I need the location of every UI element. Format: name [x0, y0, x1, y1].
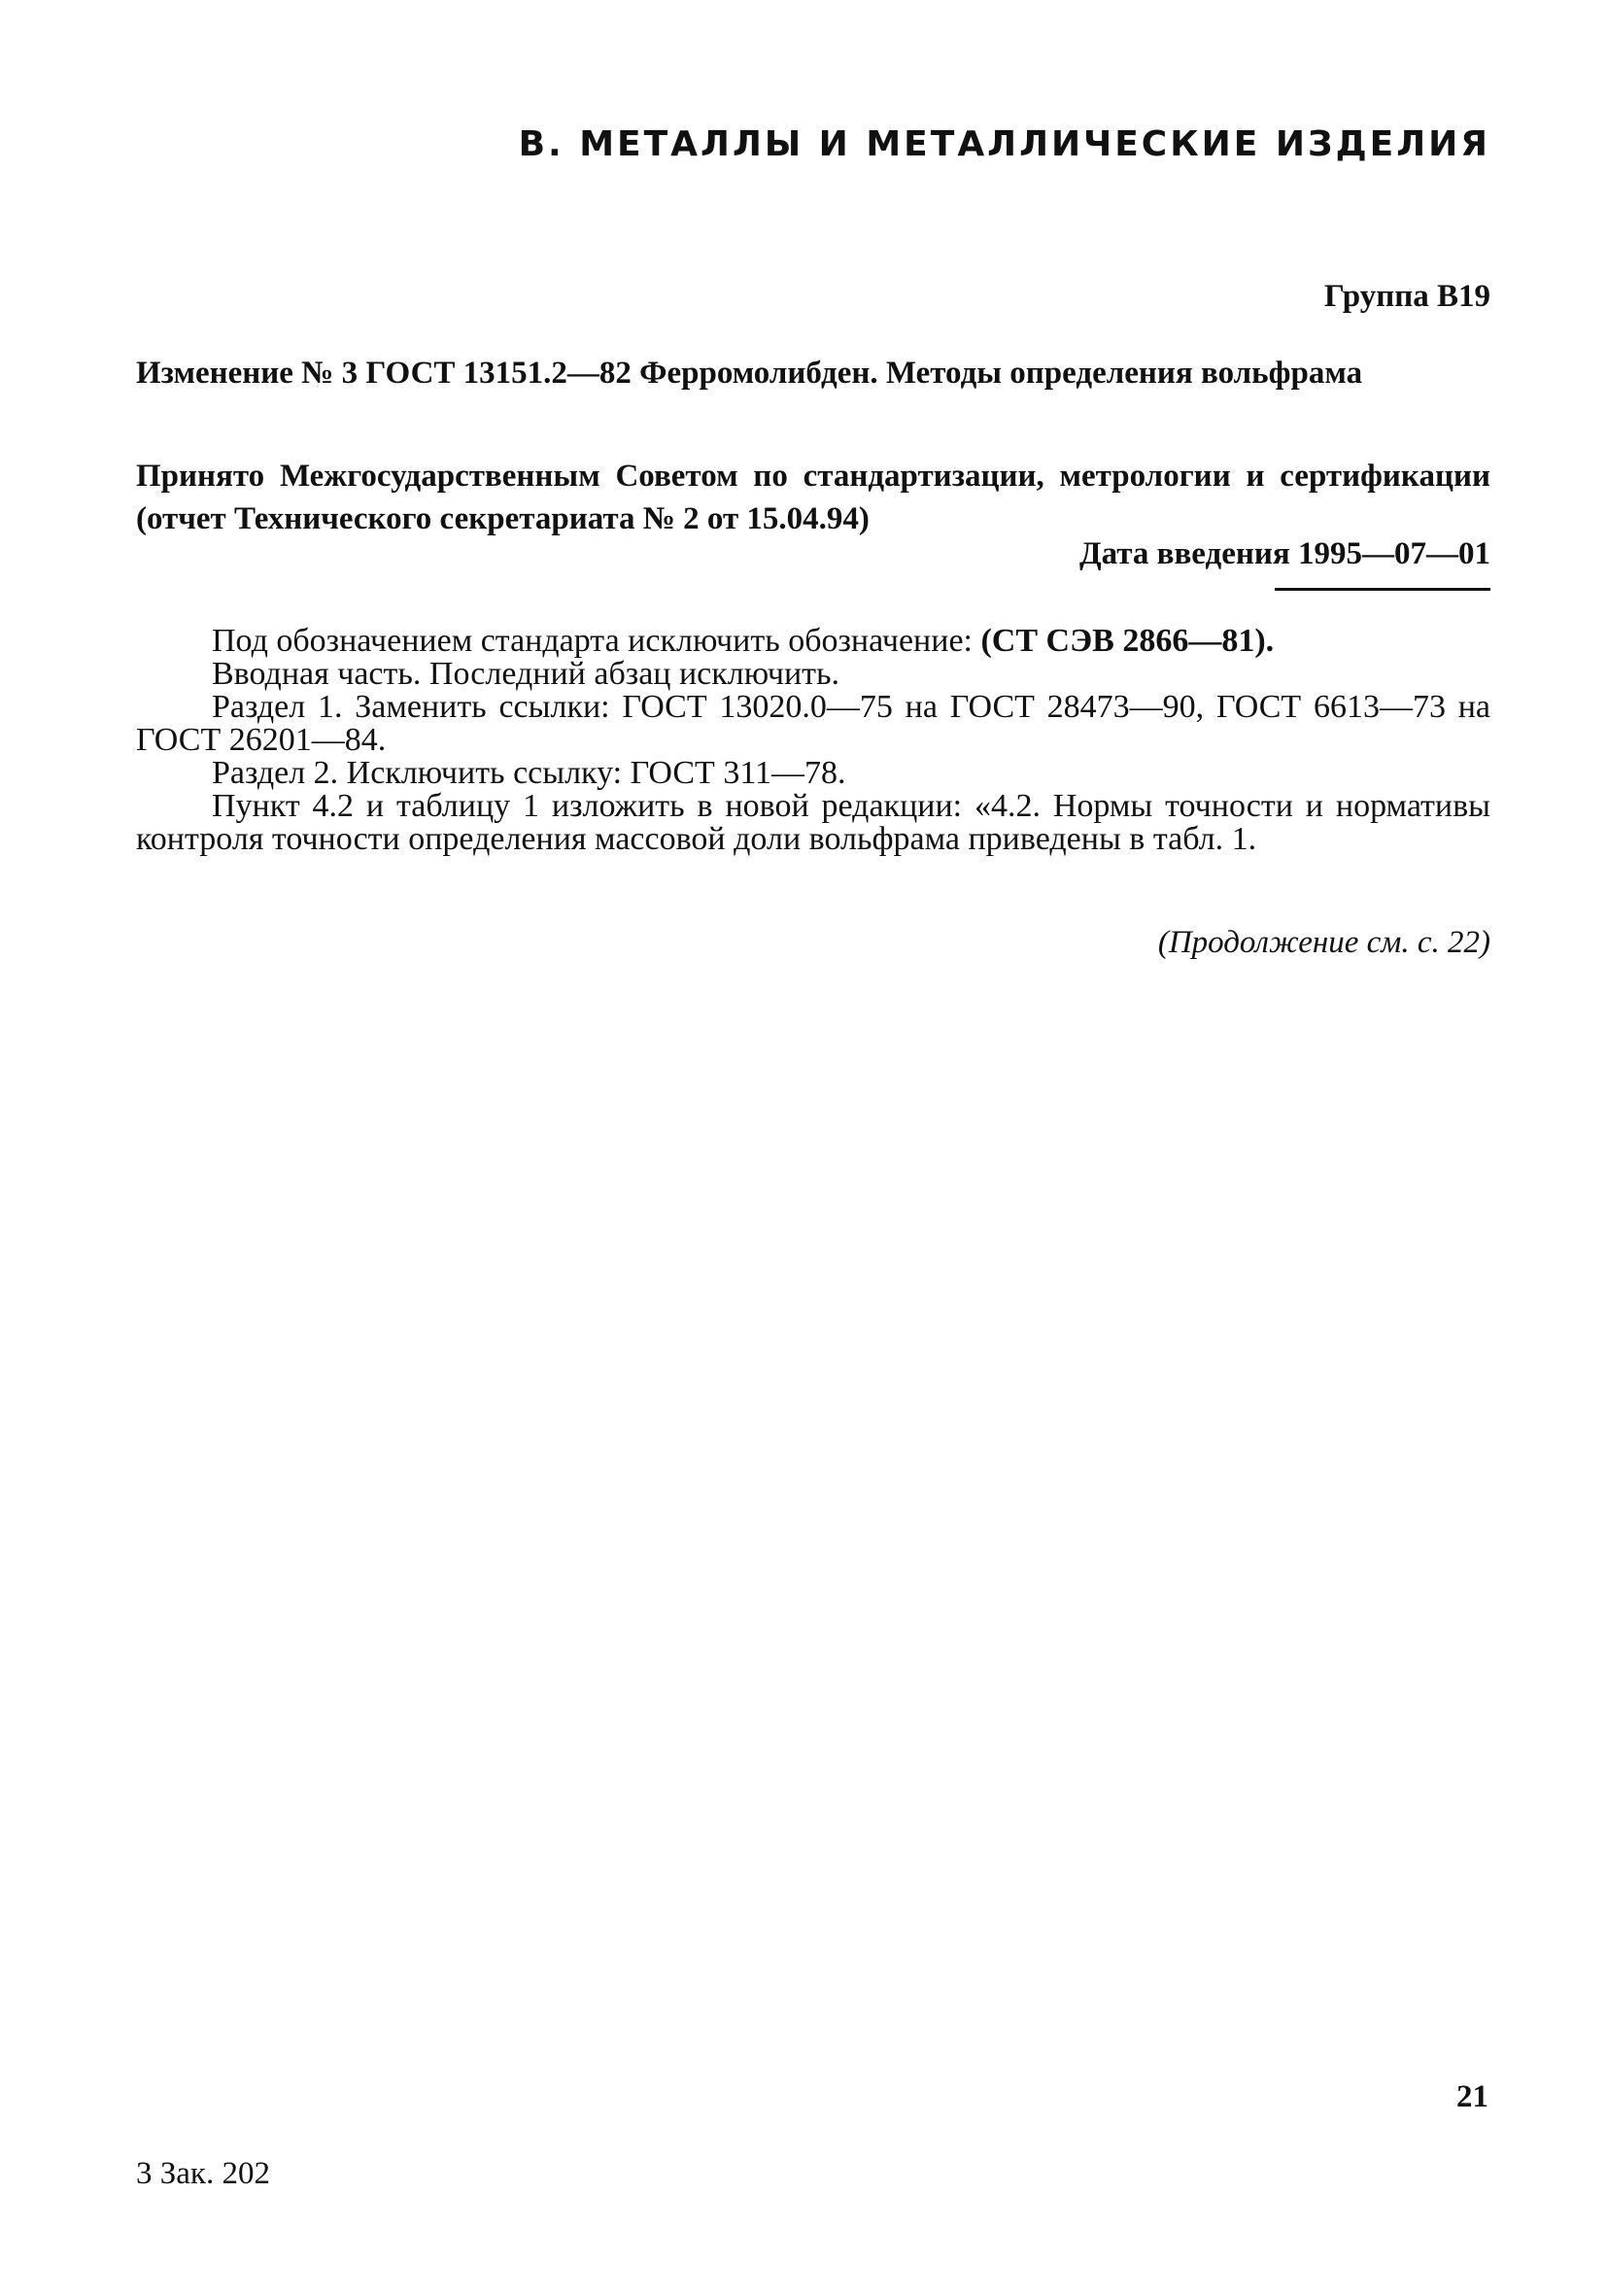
effective-date-value: 1995—07—01	[1298, 536, 1490, 571]
amendment-body	[136, 625, 1490, 856]
paragraph-designation-text: Под обозначением стандарта исключить обозначение:	[212, 623, 981, 659]
page-number: 21	[1456, 2079, 1488, 2114]
section-title: В. МЕТАЛЛЫ И МЕТАЛЛИЧЕСКИЕ ИЗДЕЛИЯ	[518, 124, 1490, 164]
paragraph-intro: Вводная часть. Последний абзац исключить.	[212, 656, 840, 692]
group-code: Группа В19	[1323, 279, 1490, 314]
paragraph-clause-4-2: Пункт 4.2 и таблицу 1 изложить в новой редакции: «4.2. Нормы точности и нормативы контроля точности определения массовой доли вольфрама приведены в табл. 1.	[136, 788, 1490, 857]
paragraph-designation	[136, 625, 1490, 658]
continuation-note: (Продолжение см. с. 22)	[1157, 925, 1490, 960]
paragraph-section-1: Раздел 1. Заменить ссылки: ГОСТ 13020.0—75 на ГОСТ 28473—90, ГОСТ 6613—73 на ГОСТ 26201—84.	[136, 689, 1490, 758]
paragraph-designation-bold: (СТ СЭВ 2866—81).	[980, 623, 1275, 659]
paragraph-section-2: Раздел 2. Исключить ссылку: ГОСТ 311—78.	[212, 755, 846, 791]
date-underline	[1275, 588, 1490, 591]
amendment-title: Изменение № 3 ГОСТ 13151.2—82 Ферромолибден. Методы определения вольфрама	[136, 356, 1363, 391]
effective-date	[1079, 536, 1490, 572]
order-number: 3 Зак. 202	[136, 2156, 270, 2191]
adopted-by: Принято Межгосударственным Советом по стандартизации, метрологии и сертификации (отчет Технического секретариата № 2 от 15.04.94)	[136, 459, 1490, 536]
effective-date-label: Дата введения	[1078, 536, 1290, 571]
